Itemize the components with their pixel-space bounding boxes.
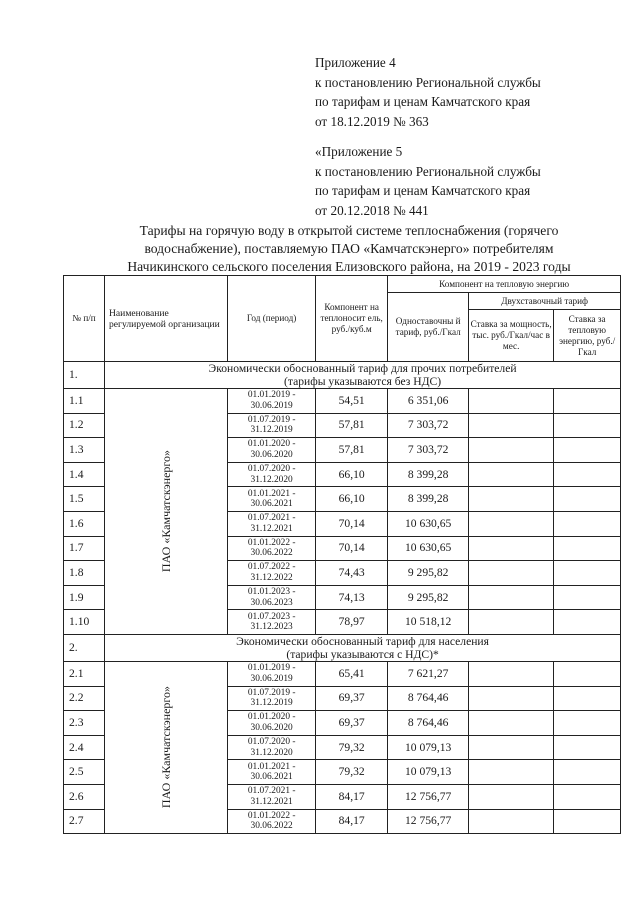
one-part-value: 8 764,46 — [388, 686, 469, 711]
carrier-value: 57,81 — [316, 438, 388, 463]
period-to: 30.06.2019 — [250, 673, 293, 684]
period-cell — [228, 389, 316, 414]
appendix-4-line: Приложение 4 — [315, 55, 396, 70]
period-cell — [228, 711, 316, 736]
org-cell — [105, 389, 228, 635]
org-cell — [105, 661, 228, 833]
appendix-4-line: к постановлению Региональной службы — [315, 74, 541, 90]
appendix-4-line: по тарифам и ценам Камчатского края — [315, 94, 531, 109]
energy-rate-value — [554, 413, 621, 438]
header-org: Наименование регулируемой организации — [105, 276, 228, 362]
one-part-value: 6 351,06 — [388, 389, 469, 414]
carrier-value: 84,17 — [316, 809, 388, 834]
period-to: 31.12.2019 — [250, 425, 293, 436]
period-from: 01.01.2022 - — [247, 810, 296, 821]
energy-rate-value — [554, 561, 621, 586]
one-part-value: 8 764,46 — [388, 711, 469, 736]
section-num: 2. — [64, 634, 105, 661]
one-part-value: 8 399,28 — [388, 462, 469, 487]
title-line: Начикинского сельского поселения Елизовского района, на 2019 - 2023 годы — [127, 259, 571, 274]
row-num: 1.7 — [64, 536, 105, 561]
period-cell — [228, 511, 316, 536]
power-rate-value — [469, 413, 554, 438]
section-title-cell — [105, 362, 621, 389]
period-to: 30.06.2019 — [250, 400, 293, 411]
period-from: 01.01.2022 - — [247, 537, 296, 548]
row-num: 1.4 — [64, 462, 105, 487]
period-from: 01.07.2021 - — [247, 513, 296, 524]
row-num: 2.6 — [64, 784, 105, 809]
period-from: 01.01.2021 - — [247, 488, 296, 499]
carrier-value: 74,43 — [316, 561, 388, 586]
one-part-value: 8 399,28 — [388, 487, 469, 512]
power-rate-value — [469, 711, 554, 736]
one-part-value: 10 630,65 — [388, 511, 469, 536]
power-rate-value — [469, 487, 554, 512]
section-row — [64, 634, 621, 661]
period-to: 31.12.2019 — [250, 698, 293, 709]
period-to: 30.06.2020 — [250, 722, 293, 733]
one-part-value: 9 295,82 — [388, 585, 469, 610]
period-to: 30.06.2021 — [250, 499, 293, 510]
carrier-value: 79,32 — [316, 735, 388, 760]
title-line: Тарифы на горячую воду в открытой системе теплоснабжения (горячего — [139, 223, 559, 238]
row-num: 1.5 — [64, 487, 105, 512]
section-num: 1. — [64, 362, 105, 389]
period-cell — [228, 487, 316, 512]
carrier-value: 74,13 — [316, 585, 388, 610]
energy-rate-value — [554, 760, 621, 785]
one-part-value: 7 303,72 — [388, 413, 469, 438]
tariff-table — [63, 275, 621, 834]
row-num: 1.6 — [64, 511, 105, 536]
energy-rate-value — [554, 661, 621, 686]
header-one-part: Одноставочны й тариф, руб./Гкал — [388, 293, 469, 362]
appendix-5-line: к постановлению Региональной службы — [315, 163, 541, 179]
period-cell — [228, 661, 316, 686]
energy-rate-value — [554, 784, 621, 809]
row-num: 2.5 — [64, 760, 105, 785]
header-num: № п/п — [64, 276, 105, 362]
period-from: 01.01.2019 - — [247, 663, 296, 674]
period-cell — [228, 462, 316, 487]
power-rate-value — [469, 735, 554, 760]
power-rate-value — [469, 438, 554, 463]
carrier-value: 69,37 — [316, 711, 388, 736]
carrier-value: 65,41 — [316, 661, 388, 686]
energy-rate-value — [554, 809, 621, 834]
power-rate-value — [469, 389, 554, 414]
appendix-5-line: по тарифам и ценам Камчатского края — [315, 183, 531, 198]
power-rate-value — [469, 760, 554, 785]
period-from: 01.07.2020 - — [247, 464, 296, 475]
one-part-value: 10 630,65 — [388, 536, 469, 561]
energy-rate-value — [554, 711, 621, 736]
appendix-5-line: «Приложение 5 — [315, 144, 403, 159]
period-from: 01.07.2019 - — [247, 687, 296, 698]
header-two-part: Двухставочный тариф — [469, 293, 621, 310]
power-rate-value — [469, 661, 554, 686]
carrier-value: 84,17 — [316, 784, 388, 809]
period-cell — [228, 585, 316, 610]
period-to: 31.12.2021 — [250, 796, 293, 807]
row-num: 2.7 — [64, 809, 105, 834]
period-from: 01.07.2021 - — [247, 786, 296, 797]
table-row — [64, 389, 621, 414]
energy-rate-value — [554, 389, 621, 414]
one-part-value: 10 079,13 — [388, 735, 469, 760]
org-name: ПАО «Камчатскэнерго» — [159, 685, 174, 809]
period-from: 01.01.2019 - — [247, 390, 296, 401]
appendix-4-line: от 18.12.2019 № 363 — [315, 113, 429, 129]
section-subtitle: (тарифы указываются без НДС) — [284, 375, 442, 388]
row-num: 1.10 — [64, 610, 105, 635]
header-power-rate: Ставка за мощность, тыс. руб./Гкал/час в мес. — [469, 310, 554, 362]
one-part-value: 9 295,82 — [388, 561, 469, 586]
carrier-value: 78,97 — [316, 610, 388, 635]
period-cell — [228, 784, 316, 809]
period-cell — [228, 760, 316, 785]
period-cell — [228, 438, 316, 463]
row-num: 1.1 — [64, 389, 105, 414]
row-num: 2.4 — [64, 735, 105, 760]
period-from: 01.07.2020 - — [247, 737, 296, 748]
power-rate-value — [469, 462, 554, 487]
energy-rate-value — [554, 511, 621, 536]
period-from: 01.01.2023 - — [247, 587, 296, 598]
period-to: 30.06.2022 — [250, 548, 293, 559]
power-rate-value — [469, 536, 554, 561]
one-part-value: 12 756,77 — [388, 809, 469, 834]
period-from: 01.07.2019 - — [247, 414, 296, 425]
energy-rate-value — [554, 610, 621, 635]
period-to: 31.12.2021 — [250, 523, 293, 534]
period-to: 30.06.2020 — [250, 449, 293, 460]
row-num: 2.1 — [64, 661, 105, 686]
power-rate-value — [469, 809, 554, 834]
period-from: 01.07.2023 - — [247, 611, 296, 622]
document-title — [60, 222, 638, 276]
period-cell — [228, 735, 316, 760]
carrier-value: 70,14 — [316, 511, 388, 536]
carrier-value: 79,32 — [316, 760, 388, 785]
period-cell — [228, 809, 316, 834]
row-num: 1.3 — [64, 438, 105, 463]
section-title-cell — [105, 634, 621, 661]
power-rate-value — [469, 784, 554, 809]
appendix-5-header — [315, 142, 615, 220]
section-title: Экономически обоснованный тариф для населения — [236, 634, 489, 648]
carrier-value: 66,10 — [316, 462, 388, 487]
energy-rate-value — [554, 487, 621, 512]
row-num: 1.2 — [64, 413, 105, 438]
one-part-value: 10 079,13 — [388, 760, 469, 785]
period-from: 01.01.2020 - — [247, 712, 296, 723]
energy-rate-value — [554, 438, 621, 463]
header-carrier: Компонент на теплоносит ель, руб./куб.м — [316, 276, 388, 362]
period-cell — [228, 686, 316, 711]
one-part-value: 12 756,77 — [388, 784, 469, 809]
carrier-value: 70,14 — [316, 536, 388, 561]
period-to: 30.06.2021 — [250, 772, 293, 783]
appendix-4-header — [315, 53, 615, 131]
period-to: 30.06.2023 — [250, 597, 293, 608]
period-to: 31.12.2020 — [250, 474, 293, 485]
energy-rate-value — [554, 536, 621, 561]
energy-rate-value — [554, 686, 621, 711]
carrier-value: 54,51 — [316, 389, 388, 414]
period-from: 01.01.2020 - — [247, 439, 296, 450]
power-rate-value — [469, 585, 554, 610]
energy-rate-value — [554, 585, 621, 610]
power-rate-value — [469, 511, 554, 536]
section-row — [64, 362, 621, 389]
table-row — [64, 661, 621, 686]
period-cell — [228, 561, 316, 586]
header-energy-rate: Ставка за тепловую энергию, руб./Гкал — [554, 310, 621, 362]
title-line: водоснабжение), поставляемую ПАО «Камчатскэнерго» потребителям — [144, 241, 554, 256]
section-subtitle: (тарифы указываются с НДС)* — [286, 647, 439, 661]
section-title: Экономически обоснованный тариф для прочих потребителей — [208, 362, 517, 375]
org-name: ПАО «Камчатскэнерго» — [159, 449, 174, 573]
header-period: Год (период) — [228, 276, 316, 362]
carrier-value: 57,81 — [316, 413, 388, 438]
row-num: 2.3 — [64, 711, 105, 736]
period-to: 31.12.2020 — [250, 747, 293, 758]
row-num: 2.2 — [64, 686, 105, 711]
one-part-value: 7 303,72 — [388, 438, 469, 463]
energy-rate-value — [554, 462, 621, 487]
one-part-value: 10 518,12 — [388, 610, 469, 635]
power-rate-value — [469, 686, 554, 711]
power-rate-value — [469, 610, 554, 635]
appendix-5-line: от 20.12.2018 № 441 — [315, 202, 429, 218]
period-cell — [228, 536, 316, 561]
carrier-value: 69,37 — [316, 686, 388, 711]
period-cell — [228, 610, 316, 635]
period-to: 30.06.2022 — [250, 821, 293, 832]
period-to: 31.12.2022 — [250, 572, 293, 583]
period-from: 01.07.2022 - — [247, 562, 296, 573]
one-part-value: 7 621,27 — [388, 661, 469, 686]
period-to: 31.12.2023 — [250, 622, 293, 633]
period-from: 01.01.2021 - — [247, 761, 296, 772]
energy-rate-value — [554, 735, 621, 760]
row-num: 1.8 — [64, 561, 105, 586]
power-rate-value — [469, 561, 554, 586]
period-cell — [228, 413, 316, 438]
carrier-value: 66,10 — [316, 487, 388, 512]
header-heat-group: Компонент на тепловую энергию — [388, 276, 621, 293]
row-num: 1.9 — [64, 585, 105, 610]
